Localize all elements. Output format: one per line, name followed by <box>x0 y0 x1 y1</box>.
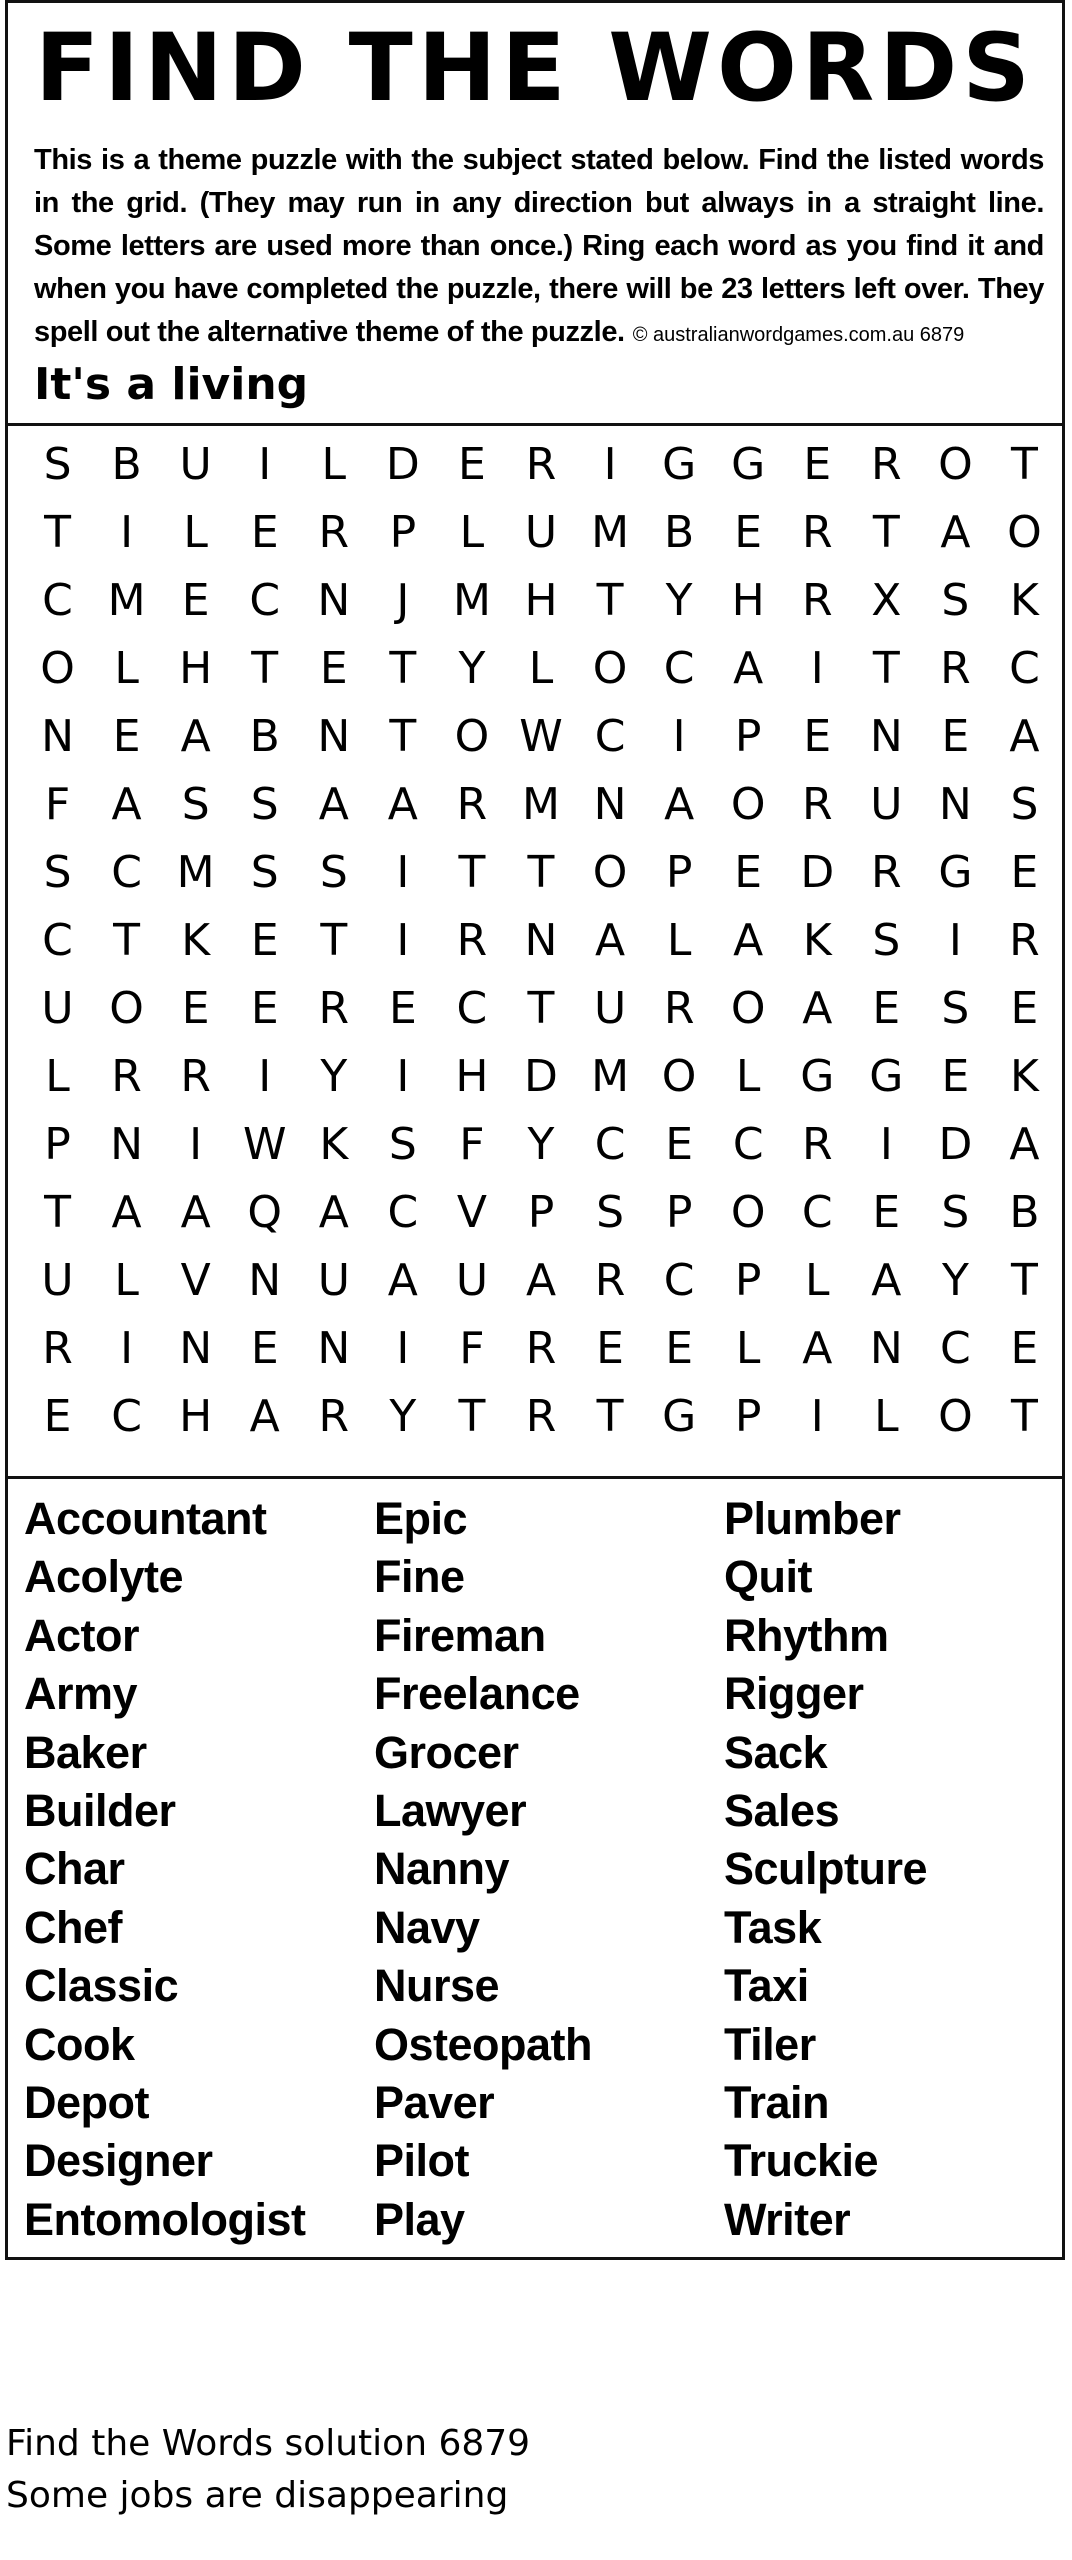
grid-cell[interactable]: G <box>800 1050 835 1102</box>
word-item: Play <box>374 2193 465 2245</box>
grid-cell[interactable]: C <box>111 846 142 898</box>
grid-cell[interactable]: R <box>318 1390 350 1442</box>
grid-cell[interactable]: S <box>1010 778 1039 830</box>
grid-cell[interactable]: K <box>319 1118 349 1170</box>
grid-cell[interactable]: C <box>594 1118 626 1170</box>
grid-cell[interactable]: E <box>941 710 970 762</box>
grid-cell[interactable]: I <box>672 710 686 762</box>
grid-cell[interactable]: T <box>320 914 348 966</box>
word-item: Rhythm <box>724 1609 889 1661</box>
grid-cell[interactable]: F <box>44 778 71 830</box>
grid-cell[interactable]: A <box>1009 710 1040 762</box>
word-item: Army <box>24 1668 138 1720</box>
grid-cell[interactable]: H <box>179 642 213 694</box>
grid-cell[interactable]: E <box>665 1118 694 1170</box>
grid-cell[interactable]: E <box>665 1322 694 1374</box>
grid-cell[interactable]: S <box>181 778 210 830</box>
grid-cell[interactable]: S <box>250 846 279 898</box>
grid-cell[interactable]: F <box>459 1118 485 1170</box>
grid-cell[interactable]: P <box>527 1186 555 1238</box>
grid-cell[interactable]: A <box>387 778 418 830</box>
instructions-body: This is a theme puzzle with the subject stated below. Find the listed words in the grid. (They may run in any direction but always in a straight line. Some letters are used more than once.) Ring each word as you find it and when you have completed the puzzle, there will be 23 letters left over. They spell out the alternative theme of the puzzle. <box>34 144 1044 348</box>
grid-cell[interactable]: N <box>593 778 627 830</box>
grid-cell[interactable]: E <box>181 982 210 1034</box>
grid-cell[interactable]: E <box>43 1390 72 1442</box>
grid-cell[interactable]: A <box>664 778 695 830</box>
grid-cell[interactable]: U <box>455 1254 489 1306</box>
word-item: Cook <box>24 2018 135 2070</box>
word-item: Tiler <box>724 2018 816 2070</box>
grid-cell[interactable]: I <box>258 1050 272 1102</box>
word-item: Builder <box>24 1784 176 1836</box>
grid-cell[interactable]: Y <box>458 642 486 694</box>
grid-cell[interactable]: C <box>387 1186 419 1238</box>
word-item: Fine <box>374 1551 465 1603</box>
grid-cell[interactable]: I <box>120 506 134 558</box>
grid-cell[interactable]: E <box>872 982 901 1034</box>
grid-cell[interactable]: E <box>250 982 279 1034</box>
grid-cell[interactable]: R <box>180 1050 211 1102</box>
letter-grid <box>23 430 1059 1450</box>
grid-cell[interactable]: I <box>810 642 824 694</box>
grid-cell[interactable]: P <box>734 710 762 762</box>
grid-cell[interactable]: D <box>800 846 835 898</box>
grid-cell[interactable]: E <box>181 574 210 626</box>
grid-cell[interactable]: I <box>948 914 962 966</box>
word-item: Train <box>724 2076 830 2128</box>
divider-bottom <box>8 1476 1062 1479</box>
grid-cell[interactable]: T <box>113 914 141 966</box>
grid-cell[interactable]: L <box>874 1390 899 1442</box>
grid-cell[interactable]: O <box>1007 506 1042 558</box>
grid-cell[interactable]: D <box>524 1050 558 1102</box>
grid-cell[interactable]: G <box>662 1390 697 1442</box>
grid-cell[interactable]: M <box>176 846 215 898</box>
grid-cell[interactable]: E <box>250 506 279 558</box>
grid-cell[interactable]: I <box>879 1118 893 1170</box>
grid-cell[interactable]: N <box>869 710 903 762</box>
grid-cell[interactable]: H <box>524 574 558 626</box>
word-item: Chef <box>24 1901 122 1953</box>
grid-cell[interactable]: E <box>458 438 486 490</box>
grid-cell[interactable]: M <box>107 574 146 626</box>
grid-cell[interactable]: B <box>249 710 280 762</box>
word-item: Nanny <box>374 1843 510 1895</box>
grid-cell[interactable]: T <box>44 506 71 558</box>
grid-cell[interactable]: C <box>42 914 73 966</box>
grid-cell[interactable]: O <box>730 778 766 830</box>
grid-cell[interactable]: S <box>43 438 72 490</box>
word-item: Fireman <box>374 1609 546 1661</box>
grid-cell[interactable]: K <box>1010 1050 1039 1102</box>
grid-cell[interactable]: S <box>941 1186 970 1238</box>
grid-cell[interactable]: P <box>665 1186 693 1238</box>
grid-cell[interactable]: R <box>1009 914 1040 966</box>
word-item: Epic <box>374 1493 468 1544</box>
grid-cell[interactable]: I <box>189 1118 203 1170</box>
solution-answer: Some jobs are disappearing <box>6 2475 509 2516</box>
grid-cell[interactable]: H <box>455 1050 489 1102</box>
grid-cell[interactable]: A <box>387 1254 418 1306</box>
divider-top <box>8 423 1062 426</box>
grid-cell[interactable]: S <box>250 778 279 830</box>
grid-cell[interactable]: P <box>734 1254 762 1306</box>
grid-cell[interactable]: H <box>731 574 765 626</box>
word-item: Rigger <box>724 1668 864 1720</box>
word-item: Nurse <box>374 1960 500 2012</box>
grid-cell[interactable]: C <box>111 1390 142 1442</box>
grid-cell[interactable]: A <box>871 1254 902 1306</box>
grid-cell[interactable]: E <box>1010 982 1039 1034</box>
grid-cell[interactable]: M <box>591 1050 630 1102</box>
word-list <box>24 1490 1064 2250</box>
word-item: Truckie <box>724 2135 879 2187</box>
grid-cell[interactable]: C <box>663 1254 695 1306</box>
grid-cell[interactable]: V <box>180 1254 211 1306</box>
word-item: Sales <box>724 1784 840 1836</box>
grid-cell[interactable]: L <box>114 642 139 694</box>
grid-cell[interactable]: R <box>801 574 833 626</box>
grid-cell[interactable]: R <box>456 778 488 830</box>
grid-cell[interactable]: M <box>591 506 630 558</box>
grid-cell[interactable]: M <box>452 574 491 626</box>
word-item: Sculpture <box>724 1843 928 1895</box>
grid-cell[interactable]: T <box>527 982 555 1034</box>
word-item: Freelance <box>374 1668 580 1720</box>
grid-cell[interactable]: E <box>872 1186 901 1238</box>
grid-cell[interactable]: S <box>941 982 970 1034</box>
grid-cell[interactable]: T <box>389 710 417 762</box>
grid-cell[interactable]: O <box>938 1390 973 1442</box>
grid-cell[interactable]: I <box>258 438 272 490</box>
grid-cell[interactable]: G <box>731 438 766 490</box>
puzzle-frame <box>5 0 1065 2260</box>
grid-cell[interactable]: G <box>662 438 697 490</box>
grid-cell[interactable]: L <box>735 1322 761 1374</box>
grid-cell[interactable]: A <box>595 914 626 966</box>
grid-cell[interactable]: U <box>317 1254 350 1306</box>
word-item: Plumber <box>724 1493 901 1544</box>
grid-cell[interactable]: A <box>940 506 971 558</box>
word-item: Baker <box>24 1726 147 1778</box>
theme-heading: It's a living <box>34 359 309 410</box>
grid-cell[interactable]: R <box>871 846 902 898</box>
grid-cell[interactable]: Y <box>665 574 693 626</box>
grid-cell[interactable]: R <box>801 1118 833 1170</box>
grid-cell[interactable]: T <box>389 642 417 694</box>
grid-cell[interactable]: N <box>317 710 351 762</box>
word-item: Lawyer <box>374 1784 527 1836</box>
grid-cell[interactable]: U <box>179 438 212 490</box>
grid-cell[interactable]: E <box>734 506 763 558</box>
word-item: Entomologist <box>24 2193 306 2245</box>
grid-cell[interactable]: C <box>1009 642 1040 694</box>
grid-cell[interactable]: T <box>596 574 624 626</box>
grid-cell[interactable]: C <box>42 574 73 626</box>
grid-cell[interactable]: R <box>318 982 350 1034</box>
grid-cell[interactable]: W <box>242 1118 287 1170</box>
grid-cell[interactable]: W <box>519 710 563 762</box>
grid-cell[interactable]: Y <box>527 1118 555 1170</box>
grid-cell[interactable]: N <box>248 1254 282 1306</box>
grid-cell[interactable]: I <box>603 438 617 490</box>
word-item: Designer <box>24 2135 213 2187</box>
grid-cell[interactable]: S <box>941 574 970 626</box>
grid-cell[interactable]: R <box>456 914 488 966</box>
grid-cell[interactable]: E <box>803 710 832 762</box>
grid-cell[interactable]: L <box>114 1254 139 1306</box>
grid-cell[interactable]: R <box>663 982 695 1034</box>
grid-cell[interactable]: B <box>1009 1186 1040 1238</box>
word-item: Char <box>24 1843 125 1895</box>
grid-cell[interactable]: E <box>1010 1322 1039 1374</box>
grid-cell[interactable]: S <box>872 914 901 966</box>
grid-cell[interactable]: N <box>317 1322 351 1374</box>
grid-cell[interactable]: H <box>179 1390 213 1442</box>
word-item: Accountant <box>24 1493 267 1544</box>
grid-cell[interactable]: T <box>458 1390 486 1442</box>
word-column-2 <box>374 1490 724 2250</box>
grid-cell[interactable]: R <box>111 1050 142 1102</box>
grid-cell[interactable]: S <box>43 846 72 898</box>
grid-cell[interactable]: N <box>938 778 972 830</box>
credit-line: © australianwordgames.com.au 6879 <box>632 324 965 346</box>
grid-cell[interactable]: T <box>1011 1254 1038 1306</box>
grid-cell[interactable]: A <box>1009 1118 1040 1170</box>
grid-cell[interactable]: U <box>524 506 558 558</box>
grid-cell[interactable]: U <box>593 982 627 1034</box>
instructions-text <box>34 139 1044 357</box>
grid-cell[interactable]: R <box>42 1322 73 1374</box>
grid-cell[interactable]: A <box>318 778 349 830</box>
grid-cell[interactable]: O <box>592 846 628 898</box>
word-item: Classic <box>24 1960 179 2012</box>
grid-cell[interactable]: T <box>1011 1390 1038 1442</box>
grid-cell[interactable]: R <box>525 1322 557 1374</box>
grid-cell[interactable]: C <box>456 982 488 1034</box>
word-item: Navy <box>374 1901 480 1953</box>
grid-cell[interactable]: S <box>388 1118 417 1170</box>
grid-cell[interactable]: F <box>459 1322 485 1374</box>
grid-cell[interactable]: E <box>388 982 417 1034</box>
grid-cell[interactable]: R <box>525 1390 557 1442</box>
word-item: Osteopath <box>374 2018 593 2070</box>
grid-cell[interactable]: G <box>938 846 973 898</box>
word-item: Actor <box>24 1609 140 1661</box>
word-item: Paver <box>374 2076 495 2128</box>
grid-cell[interactable]: N <box>110 1118 144 1170</box>
grid-cell[interactable]: Y <box>320 1050 348 1102</box>
word-item: Grocer <box>374 1726 519 1778</box>
grid-cell[interactable]: A <box>802 1322 833 1374</box>
solution-title: Find the Words solution 6879 <box>6 2423 531 2464</box>
grid-cell[interactable]: A <box>180 1186 211 1238</box>
grid-cell[interactable]: E <box>1010 846 1039 898</box>
grid-cell[interactable]: T <box>251 642 279 694</box>
grid-cell[interactable]: K <box>1010 574 1039 626</box>
grid-cell[interactable]: A <box>733 914 764 966</box>
word-column-1 <box>24 1490 374 2250</box>
grid-cell[interactable]: I <box>810 1390 824 1442</box>
grid-cell[interactable]: T <box>458 846 486 898</box>
grid-cell[interactable]: L <box>805 1254 830 1306</box>
word-item: Task <box>724 1901 822 1953</box>
grid-cell[interactable]: R <box>940 642 971 694</box>
word-item: Quit <box>724 1551 812 1603</box>
grid-cell[interactable]: P <box>665 846 693 898</box>
grid-cell[interactable]: O <box>661 1050 697 1102</box>
grid-cell[interactable]: L <box>45 1050 70 1102</box>
grid-cell[interactable]: T <box>596 1390 624 1442</box>
grid-cell[interactable]: I <box>396 846 410 898</box>
grid-cell[interactable]: O <box>938 438 973 490</box>
grid-cell[interactable]: B <box>664 506 695 558</box>
grid-cell[interactable]: P <box>44 1118 71 1170</box>
grid-cell[interactable]: I <box>396 914 410 966</box>
grid-cell[interactable]: R <box>871 438 902 490</box>
grid-cell[interactable]: X <box>871 574 902 626</box>
grid-cell[interactable]: T <box>44 1186 71 1238</box>
puzzle-title: FIND THE WORDS <box>34 14 1036 123</box>
grid-cell[interactable]: C <box>249 574 281 626</box>
grid-cell[interactable]: O <box>592 642 628 694</box>
grid-cell[interactable]: Y <box>389 1390 417 1442</box>
grid-cell[interactable]: A <box>733 642 764 694</box>
grid-cell[interactable]: P <box>389 506 417 558</box>
grid-cell[interactable]: S <box>319 846 348 898</box>
grid-cell[interactable]: P <box>734 1390 762 1442</box>
grid-cell[interactable]: E <box>596 1322 624 1374</box>
grid-cell[interactable]: O <box>109 982 144 1034</box>
grid-cell[interactable]: O <box>730 982 766 1034</box>
grid-cell[interactable]: L <box>321 438 347 490</box>
word-item: Taxi <box>724 1960 809 2012</box>
grid-cell[interactable]: S <box>596 1186 625 1238</box>
grid-cell[interactable]: L <box>528 642 554 694</box>
grid-cell[interactable]: R <box>318 506 350 558</box>
grid-cell[interactable]: R <box>801 778 833 830</box>
grid-cell[interactable]: E <box>250 1322 279 1374</box>
grid-cell[interactable]: R <box>801 506 833 558</box>
word-column-3 <box>724 1490 1064 2250</box>
grid-cell[interactable]: U <box>41 1254 74 1306</box>
grid-cell[interactable]: M <box>522 778 560 830</box>
grid-cell[interactable]: E <box>941 1050 970 1102</box>
word-item: Acolyte <box>24 1551 184 1603</box>
grid-cell[interactable]: I <box>120 1322 134 1374</box>
grid-cell[interactable]: O <box>40 642 75 694</box>
grid-cell[interactable]: T <box>872 506 900 558</box>
grid-cell[interactable]: N <box>317 574 351 626</box>
grid-cell[interactable]: Y <box>941 1254 969 1306</box>
grid-cell[interactable]: N <box>179 1322 213 1374</box>
grid-cell[interactable]: I <box>396 1322 410 1374</box>
grid-cell[interactable]: T <box>872 642 900 694</box>
grid-cell[interactable]: O <box>454 710 490 762</box>
grid-cell[interactable]: Q <box>247 1186 283 1238</box>
grid-cell[interactable]: E <box>319 642 348 694</box>
grid-cell[interactable]: E <box>734 846 763 898</box>
grid-cell[interactable]: R <box>594 1254 626 1306</box>
grid-cell[interactable]: D <box>385 438 420 490</box>
grid-cell[interactable]: B <box>111 438 142 490</box>
grid-cell[interactable]: K <box>181 914 211 966</box>
grid-cell[interactable]: A <box>802 982 833 1034</box>
grid-cell[interactable]: T <box>527 846 555 898</box>
grid-cell[interactable]: C <box>801 1186 833 1238</box>
grid-cell[interactable]: J <box>396 574 410 626</box>
grid-cell[interactable]: L <box>735 1050 761 1102</box>
grid-cell[interactable]: A <box>180 710 211 762</box>
grid-cell[interactable]: A <box>111 1186 142 1238</box>
grid-cell[interactable]: E <box>803 438 832 490</box>
grid-cell[interactable]: O <box>730 1186 766 1238</box>
grid-cell[interactable]: U <box>870 778 903 830</box>
word-item: Writer <box>724 2193 851 2245</box>
grid-cell[interactable]: A <box>525 1254 557 1306</box>
grid-cell[interactable]: C <box>663 642 695 694</box>
grid-cell[interactable]: T <box>1011 438 1038 490</box>
grid-cell[interactable]: N <box>524 914 558 966</box>
grid-cell[interactable]: L <box>183 506 208 558</box>
grid-cell[interactable]: N <box>869 1322 903 1374</box>
grid-cell[interactable]: R <box>525 438 557 490</box>
grid-cell[interactable]: U <box>41 982 74 1034</box>
grid-cell[interactable]: E <box>250 914 279 966</box>
grid-cell[interactable]: G <box>869 1050 904 1102</box>
word-item: Depot <box>24 2076 149 2128</box>
grid-cell[interactable]: N <box>41 710 74 762</box>
word-item: Pilot <box>374 2135 469 2187</box>
grid-cell[interactable]: C <box>594 710 626 762</box>
word-item: Sack <box>724 1726 828 1778</box>
grid-cell[interactable]: E <box>112 710 141 762</box>
grid-cell[interactable]: C <box>940 1322 971 1374</box>
grid-cell[interactable]: L <box>666 914 692 966</box>
grid-cell[interactable]: V <box>456 1186 487 1238</box>
grid-cell[interactable]: A <box>318 1186 349 1238</box>
solution-note <box>6 2418 530 2522</box>
grid-cell[interactable]: I <box>396 1050 410 1102</box>
grid-cell[interactable]: A <box>249 1390 280 1442</box>
grid-cell[interactable]: L <box>459 506 485 558</box>
grid-cell[interactable]: A <box>111 778 142 830</box>
grid-cell[interactable]: D <box>938 1118 973 1170</box>
grid-cell[interactable]: C <box>732 1118 764 1170</box>
grid-cell[interactable]: K <box>802 914 832 966</box>
